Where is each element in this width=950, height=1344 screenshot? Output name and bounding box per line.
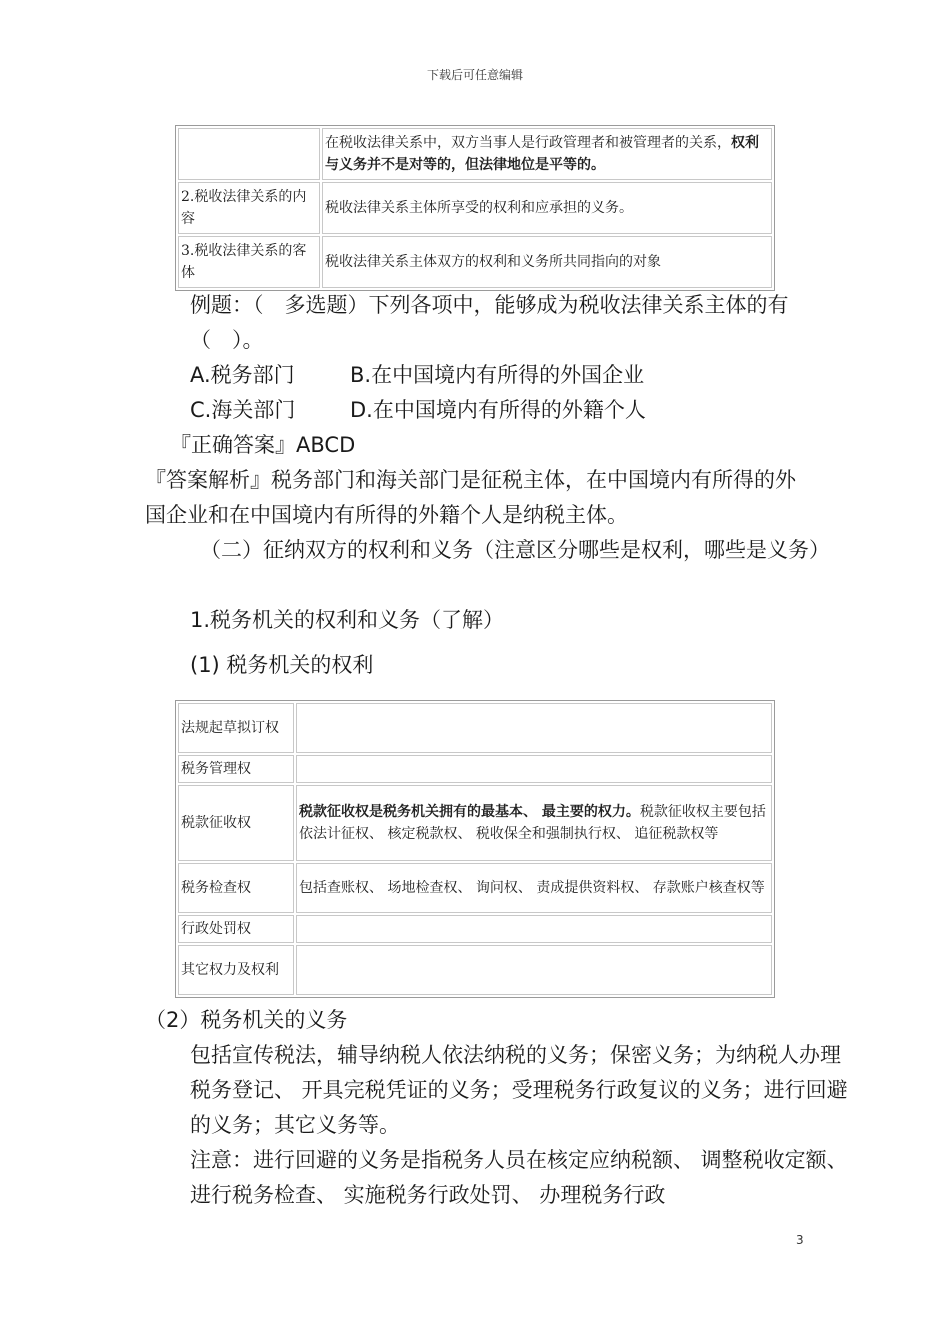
table-row (178, 703, 772, 753)
table-cell-content: 税款征收权是税务机关拥有的最基本、 最主要的权力。税款征收权主要包括依法计征权、 核定税款权、 税收保全和强制执行权、 追征税款权等 (296, 785, 772, 861)
table-row (178, 755, 772, 783)
tax-relation-table (175, 125, 775, 291)
options-row-1 (190, 358, 810, 393)
option-a: A.税务部门 (190, 363, 295, 387)
table-cell-content: 税收法律关系主体双方的权利和义务所共同指向的对象 (322, 236, 772, 288)
subheading-1-1: (1) 税务机关的权利 (190, 653, 374, 677)
table-cell-content: 税收法律关系主体所享受的权利和应承担的义务。 (322, 182, 772, 234)
table-row (178, 785, 772, 861)
table-cell-label: 法规起草拟订权 (178, 703, 294, 753)
duties-paragraph: 包括宣传税法，辅导纳税人依法纳税的义务；保密义务；为纳税人办理税务登记、 开具完税凭证的义务；受理税务行政复议的义务；进行回避的义务；其它义务等。 (190, 1043, 848, 1137)
table-cell-label: 税款征收权 (178, 785, 294, 861)
table-cell-content: 在税收法律关系中，双方当事人是行政管理者和被管理者的关系，权利与义务并不是对等的，但法律地位是平等的。 (322, 128, 772, 180)
table-cell-label: 3.税收法律关系的客体 (178, 236, 320, 288)
table-row (178, 863, 772, 913)
table-cell-content (296, 945, 772, 995)
page-number: 3 (796, 1233, 804, 1247)
table-row (178, 236, 772, 288)
table-cell-content (296, 755, 772, 783)
table-cell-label: 行政处罚权 (178, 915, 294, 943)
section-heading-2: （二）征纳双方的权利和义务（注意区分哪些是权利，哪些是义务） (200, 538, 830, 562)
table-row (178, 945, 772, 995)
option-b: B.在中国境内有所得的外国企业 (350, 363, 645, 387)
table-cell-label: 其它权力及权利 (178, 945, 294, 995)
options-row-2 (190, 393, 810, 428)
option-d: D.在中国境内有所得的外籍个人 (350, 398, 646, 422)
table-row (178, 182, 772, 234)
tax-authority-rights-table (175, 700, 775, 998)
table-cell-label: 税务管理权 (178, 755, 294, 783)
subheading-1: 1.税务机关的权利和义务（了解） (190, 608, 505, 632)
table-cell-label: 税务检查权 (178, 863, 294, 913)
table-cell-label (178, 128, 320, 180)
subheading-1-2: （2）税务机关的义务 (145, 1008, 348, 1032)
option-c: C.海关部门 (190, 398, 296, 422)
table-cell-content (296, 703, 772, 753)
table-cell-content: 包括查账权、 场地检查权、 询问权、 责成提供资料权、 存款账户核查权等 (296, 863, 772, 913)
table-row (178, 915, 772, 943)
correct-answer: 『正确答案』ABCD (170, 433, 356, 457)
table-cell-content (296, 915, 772, 943)
header-note: 下载后可任意编辑 (426, 68, 523, 82)
table-cell-label: 2.税收法律关系的内容 (178, 182, 320, 234)
answer-analysis: 『答案解析』税务部门和海关部门是征税主体，在中国境内有所得的外国企业和在中国境内有所得的外籍个人是纳税主体。 (145, 468, 796, 527)
table-row (178, 128, 772, 180)
note-paragraph: 注意：进行回避的义务是指税务人员在核定应纳税额、 调整税收定额、 进行税务检查、 实施税务行政处罚、 办理税务行政 (190, 1148, 848, 1207)
example-question: 例题：（ 多选题）下列各项中，能够成为税收法律关系主体的有（ ）。 (190, 293, 789, 352)
